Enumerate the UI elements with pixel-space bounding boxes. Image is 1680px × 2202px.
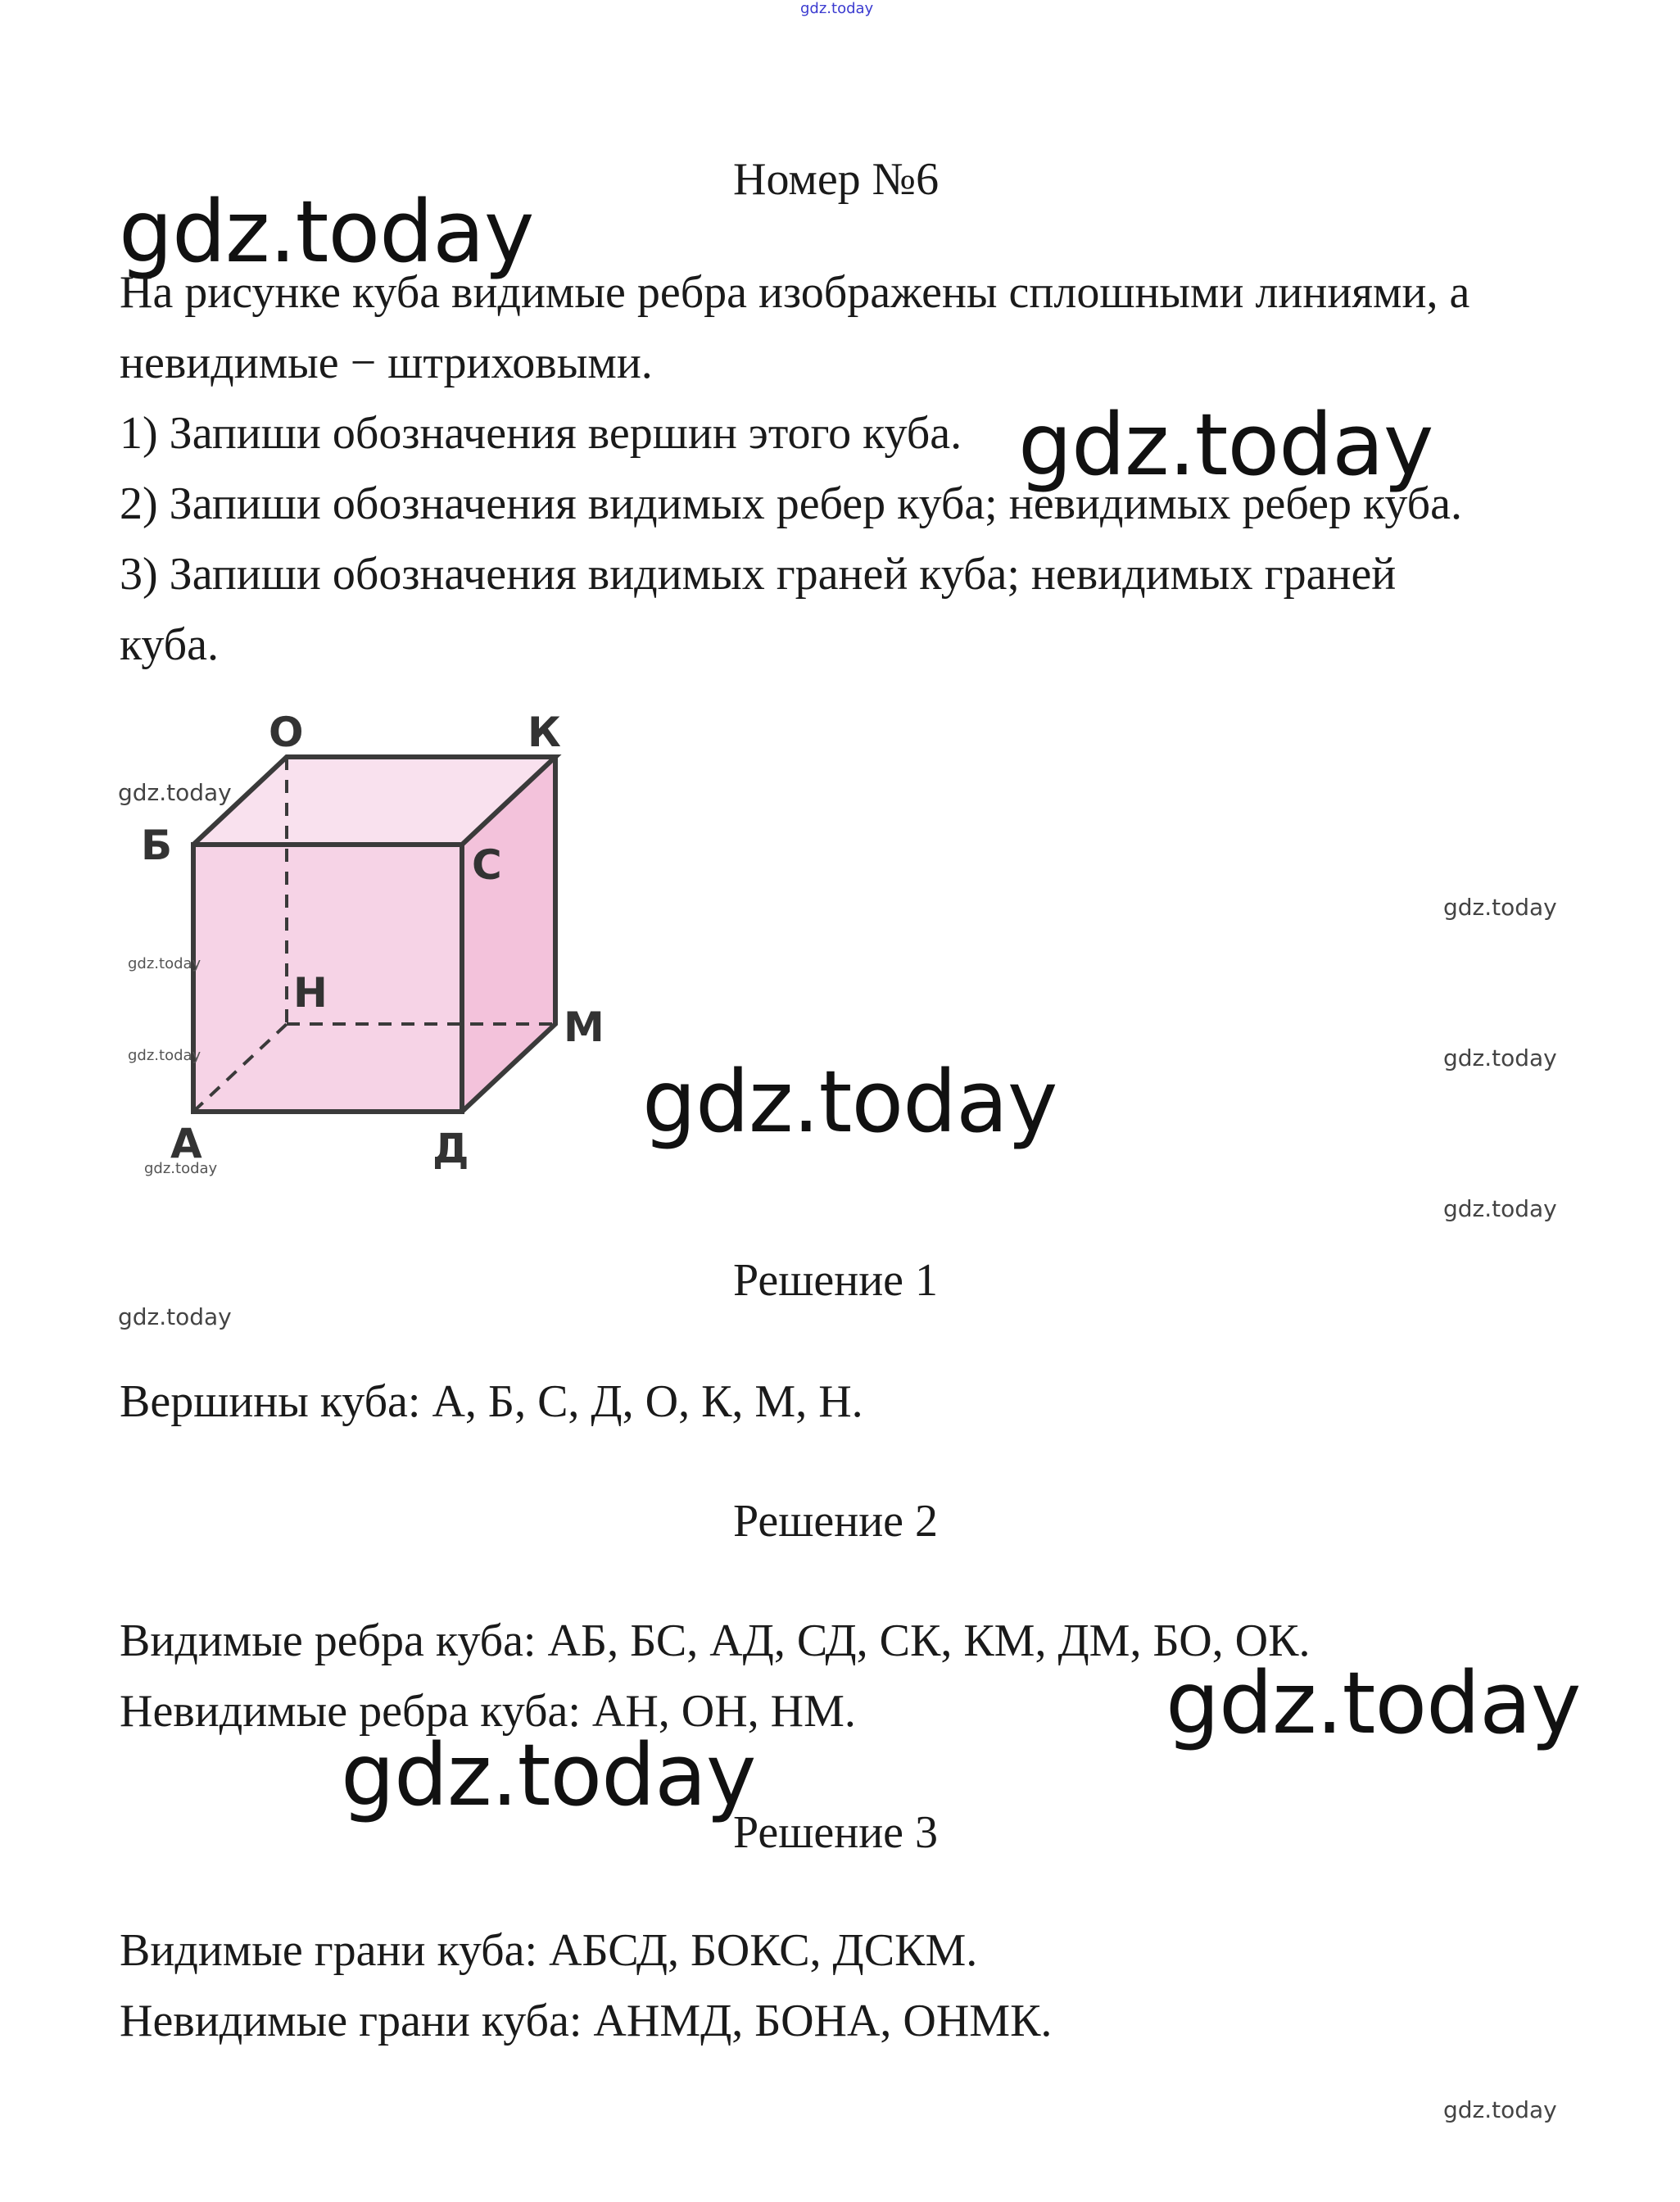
watermark-small: gdz.today: [1443, 894, 1557, 921]
solution-3-visible-faces: Видимые грани куба: АБСД, БОКС, ДСКМ.: [120, 1925, 978, 1976]
watermark-large: gdz.today: [119, 182, 534, 282]
vertex-label-a: А: [170, 1120, 202, 1167]
solution-2-invisible-edges: Невидимые ребра куба: АН, ОН, НМ.: [120, 1686, 856, 1737]
task-item-2: 2) Запиши обозначения видимых ребер куба; невидимых ребер куба.: [120, 478, 1462, 529]
watermark-tiny: gdz.today: [128, 955, 202, 972]
task-item-3-line-1: 3) Запиши обозначения видимых граней куба; невидимых граней: [120, 549, 1397, 600]
cube-figure: [115, 705, 623, 1180]
watermark-tiny: gdz.today: [128, 1047, 202, 1064]
task-item-1: 1) Запиши обозначения вершин этого куба.: [120, 408, 962, 459]
task-text-line-1: На рисунке куба видимые ребра изображены сплошными линиями, а: [120, 267, 1470, 318]
watermark-large: gdz.today: [1166, 1653, 1581, 1753]
watermark-large: gdz.today: [341, 1725, 756, 1825]
vertex-label-d: Д: [432, 1125, 469, 1172]
solution-3-title: Решение 3: [733, 1807, 939, 1858]
page-title: Номер №6: [733, 154, 940, 205]
watermark-small: gdz.today: [118, 1303, 232, 1330]
watermark-small: gdz.today: [1443, 2096, 1557, 2123]
watermark-large: gdz.today: [1018, 395, 1433, 495]
solution-1-text: Вершины куба: А, Б, С, Д, О, К, М, Н.: [120, 1376, 863, 1427]
watermark-small: gdz.today: [1443, 1195, 1557, 1222]
task-item-3-line-2: куба.: [120, 619, 220, 670]
watermark-large: gdz.today: [642, 1052, 1057, 1152]
vertex-label-b: Б: [141, 822, 173, 869]
top-watermark: gdz.today: [800, 0, 874, 17]
solution-2-title: Решение 2: [733, 1496, 939, 1547]
task-text-line-2: невидимые − штриховыми.: [120, 338, 653, 388]
solution-1-title: Решение 1: [733, 1255, 939, 1306]
vertex-label-c: С: [472, 841, 502, 889]
vertex-label-n: Н: [293, 969, 328, 1017]
solution-2-visible-edges: Видимые ребра куба: АБ, БС, АД, СД, СК, КМ, ДМ, БО, ОК.: [120, 1615, 1311, 1666]
watermark-small: gdz.today: [1443, 1044, 1557, 1072]
vertex-label-k: К: [528, 709, 561, 756]
solution-3-invisible-faces: Невидимые грани куба: АНМД, БОНА, ОНМК.: [120, 1996, 1053, 2046]
vertex-label-m: М: [564, 1004, 605, 1051]
watermark-small: gdz.today: [118, 779, 232, 806]
watermark-tiny: gdz.today: [144, 1160, 218, 1177]
vertex-label-o: О: [269, 709, 304, 756]
